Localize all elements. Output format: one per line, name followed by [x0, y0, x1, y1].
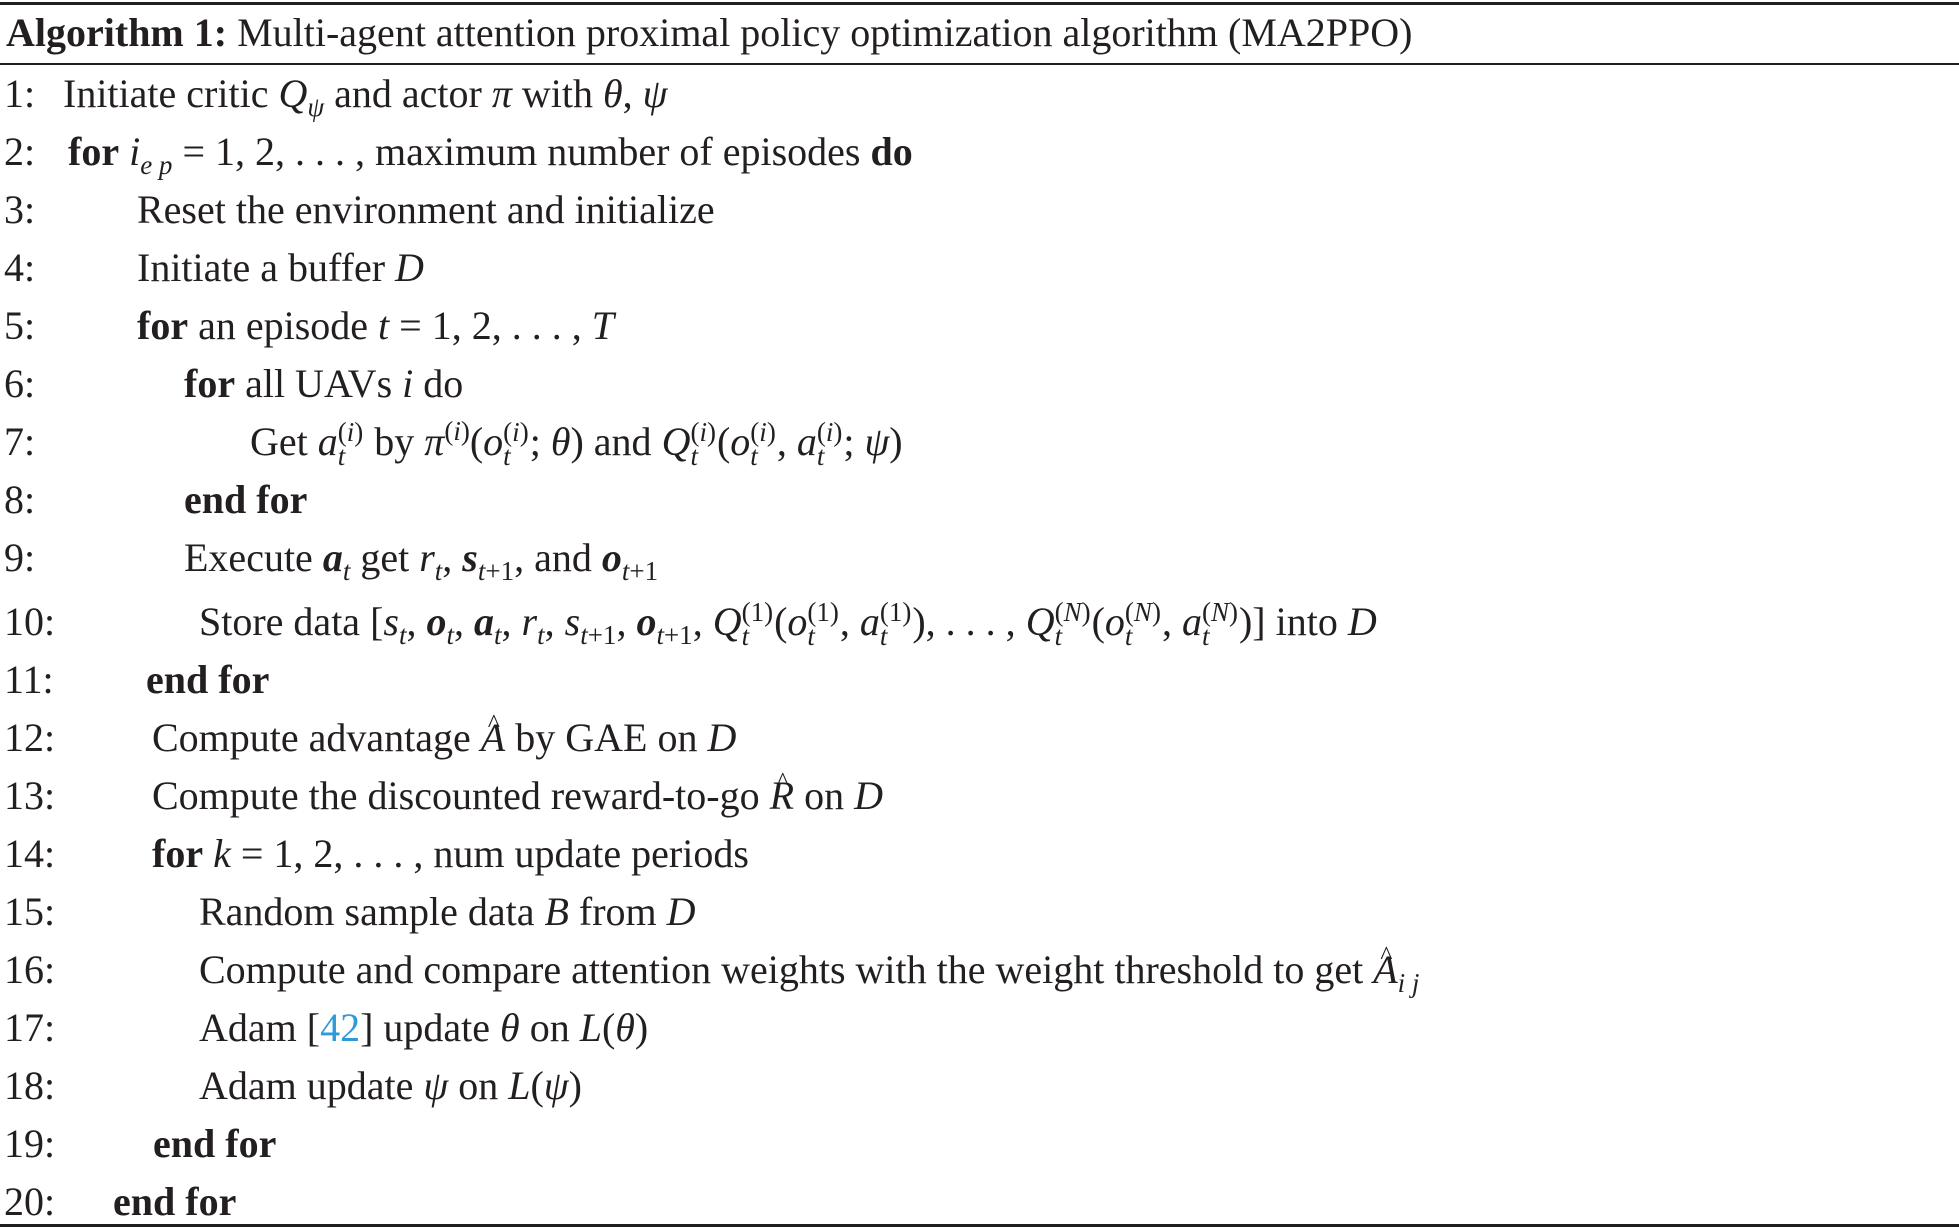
- line-statement: Random sample data B from D: [199, 889, 696, 934]
- line-statement: Reset the environment and initialize: [137, 187, 715, 232]
- line-statement: for an episode t = 1, 2, . . . , T: [137, 303, 614, 348]
- line-statement: for $i_{e p} = 1$, 2, . . . , maximum number of episodes do: [68, 129, 913, 180]
- line-statement: Get a (i) t by $\pi^{(i)}(o$ (i) t ; θ) and Q (i) t (o (i) t , a (i) t ; ψ): [250, 416, 903, 471]
- line-statement: Adam update ψ on L(ψ): [199, 1063, 582, 1108]
- line-number: 7:: [4, 419, 36, 464]
- algorithm-caption: [6, 5, 1412, 61]
- line-statement: Compute advantage ^ A by GAE on D: [152, 709, 736, 767]
- line-number: 6:: [4, 361, 36, 406]
- line-number: 2:: [4, 129, 36, 174]
- caption-label: Algorithm 1:: [6, 10, 228, 55]
- line-statement: for k = 1, 2, . . . , num update periods: [152, 831, 749, 876]
- line-number: 9:: [4, 535, 36, 580]
- line-number: 3:: [4, 187, 36, 232]
- bottom-rule: [0, 1224, 1959, 1227]
- line-statement: end for: [153, 1121, 277, 1166]
- line-number: 11:: [4, 657, 54, 702]
- line-statement: end for: [146, 657, 270, 702]
- line-number: 14:: [4, 831, 56, 876]
- line-statement: Store data [$s_t$, $o_t$, $a_t$, $r_t$, $s_{t+1}$, $o_{t+1}$, Q (1) t (o (1) t , a (1) t ), . . . , Q (N) t (o (N) t , a (N) t )] into D: [199, 597, 1377, 651]
- line-number: 4:: [4, 245, 36, 290]
- line-statement: end for: [113, 1179, 237, 1224]
- line-statement: Initiate critic $Q_\psi$ and actor π with θ, ψ: [63, 71, 668, 122]
- line-number: 1:: [4, 71, 36, 116]
- line-number: 17:: [4, 1005, 56, 1050]
- line-number: 12:: [4, 715, 56, 760]
- caption-title: Multi-agent attention proximal policy optimization algorithm (MA2PPO): [237, 10, 1413, 55]
- line-number: 16:: [4, 947, 56, 992]
- line-number: 5:: [4, 303, 36, 348]
- citation-link[interactable]: 42: [320, 1005, 361, 1050]
- line-number: 15:: [4, 889, 56, 934]
- line-statement: end for: [184, 477, 308, 522]
- line-number: 13:: [4, 773, 56, 818]
- line-number: 19:: [4, 1121, 56, 1166]
- line-statement: Compute and compare attention weights with the weight threshold to get ^ $A_{i j}$: [199, 941, 1419, 999]
- line-number: 10:: [4, 599, 56, 644]
- line-statement: for all UAVs i do: [184, 361, 464, 406]
- line-number: 20:: [4, 1179, 56, 1224]
- line-statement: Initiate a buffer D: [137, 245, 424, 290]
- line-number: 8:: [4, 477, 36, 522]
- line-number: 18:: [4, 1063, 56, 1108]
- line-statement: Execute $a_t$ get $r_t$, $s_{t+1}$, and $o_{t+1}$: [184, 535, 659, 586]
- line-statement: Compute the discounted reward-to-go ^ R on D: [152, 767, 883, 825]
- line-statement: Adam [42] update θ on L(θ): [199, 1005, 649, 1050]
